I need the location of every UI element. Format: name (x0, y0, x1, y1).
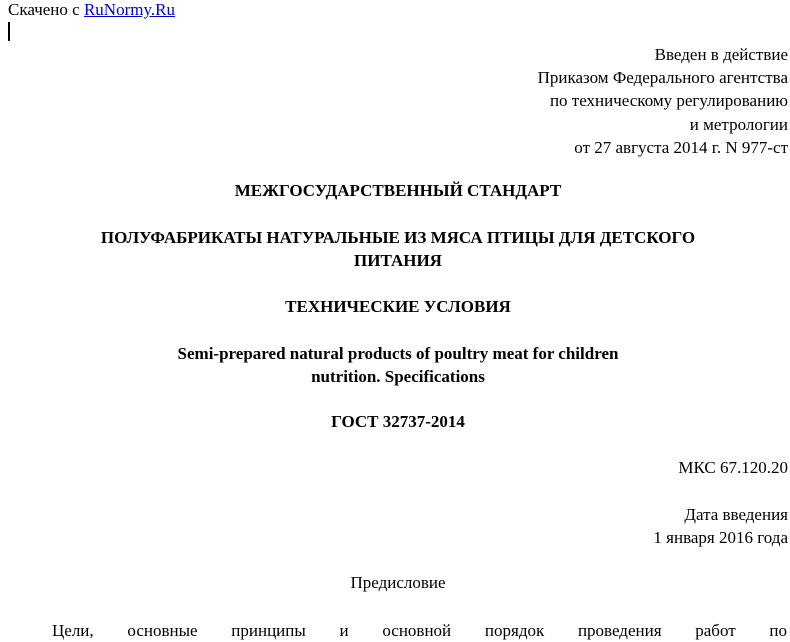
document-title-line-2: ПИТАНИЯ (354, 251, 442, 270)
gost-code: ГОСТ 32737-2014 (331, 412, 465, 431)
english-title-line-2: nutrition. Specifications (311, 367, 485, 386)
download-prefix: Скачено с (8, 0, 80, 19)
enactment-line-2: Приказом Федерального агентства (537, 68, 788, 88)
runormy-link[interactable]: RuNormy.Ru (83, 0, 175, 19)
intro-date-label: Дата введения (684, 505, 788, 524)
english-title-line-1: Semi-prepared natural products of poultry meat for children (177, 344, 619, 363)
foreword-paragraph (52, 619, 787, 642)
english-title (0, 342, 790, 388)
subtitle-heading: ТЕХНИЧЕСКИЕ УСЛОВИЯ (285, 297, 511, 316)
text-cursor (8, 22, 10, 41)
mks-code: МКС 67.120.20 (678, 458, 788, 477)
enactment-line-1: Введен в действие (654, 45, 788, 64)
enactment-line-3: по техническому регулированию (549, 91, 788, 111)
intro-date-value: 1 января 2016 года (653, 528, 788, 548)
enactment-line-4: и метрологии (689, 114, 788, 134)
enactment-line-5: от 27 августа 2014 г. N 977-ст (574, 137, 788, 157)
document-title (0, 226, 790, 272)
document-title-line-1: ПОЛУФАБРИКАТЫ НАТУРАЛЬНЫЕ ИЗ МЯСА ПТИЦЫ ДЛЯ ДЕТСКОГО (100, 228, 696, 247)
foreword-first-line: Цели, основные принципы и основной порядок проведения работ по (52, 621, 787, 640)
download-source-line (8, 0, 175, 20)
standard-type-heading: МЕЖГОСУДАРСТВЕННЫЙ СТАНДАРТ (234, 181, 562, 200)
foreword-heading: Предисловие (350, 573, 446, 592)
enactment-block (538, 43, 788, 159)
intro-date-block (653, 503, 788, 549)
